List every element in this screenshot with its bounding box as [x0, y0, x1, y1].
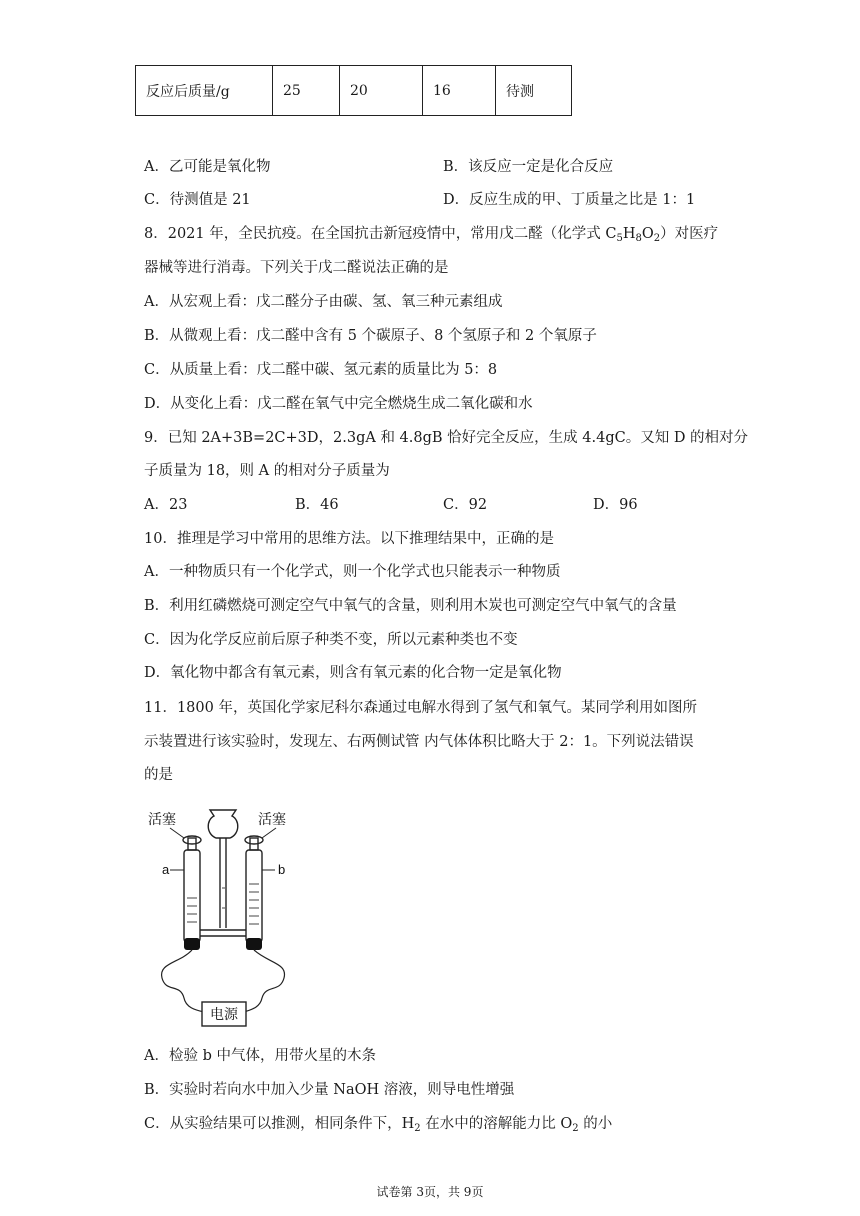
- q10-option-b: B．利用红磷燃烧可测定空气中氧气的含量，则利用木炭也可测定空气中氧气的含量: [144, 598, 677, 614]
- q7-option-a: A．乙可能是氧化物: [144, 159, 271, 175]
- q11-option-a: A．检验 b 中气体，用带火星的木条: [144, 1048, 376, 1064]
- q8-stem-line-2: 器械等进行消毒。下列关于戊二醛说法正确的是: [144, 260, 449, 276]
- q9-option-b: B．46: [295, 497, 339, 513]
- q10-option-c: C．因为化学反应前后原子种类不变，所以元素种类也不变: [144, 632, 518, 648]
- q8-option-c: C．从质量上看：戊二醛中碳、氢元素的质量比为 5：8: [144, 362, 498, 378]
- q8-option-a: A．从宏观上看：戊二醛分子由碳、氢、氧三种元素组成: [144, 294, 503, 310]
- right-valve-label: 活塞: [258, 811, 286, 827]
- q7-option-c: C．待测值是 21: [144, 192, 251, 208]
- q8-option-b: B．从微观上看：戊二醛中含有 5 个碳原子、8 个氢原子和 2 个氧原子: [144, 328, 597, 344]
- electrode-right: [246, 938, 262, 950]
- wire-right: [244, 950, 285, 1012]
- q9-option-a: A．23: [144, 497, 188, 513]
- wire-left: [162, 950, 204, 1012]
- q11-option-b: B．实验时若向水中加入少量 NaOH 溶液，则导电性增强: [144, 1082, 515, 1098]
- valve-right: [245, 836, 263, 844]
- q9-option-c: C．92: [443, 497, 488, 513]
- mass-table: [135, 65, 572, 116]
- tube-a: [184, 850, 200, 942]
- page-footer: 试卷第 3页，共 9页: [376, 1185, 484, 1199]
- power-label: 电源: [210, 1006, 238, 1022]
- table-cell: 16: [423, 66, 496, 116]
- q8-stem-line-1: 8．2021 年，全民抗疫。在全国抗击新冠疫情中，常用戊二醛（化学式 $C_5H_8O_2$）对医疗: [144, 226, 719, 244]
- table-cell: 25: [273, 66, 340, 116]
- electrolysis-apparatus-figure: [140, 798, 310, 1038]
- q8-option-d: D．从变化上看：戊二醛在氧气中完全燃烧生成二氧化碳和水: [144, 396, 533, 412]
- q10-option-a: A．一种物质只有一个化学式，则一个化学式也只能表示一种物质: [144, 564, 561, 580]
- tube-a-label: a: [162, 862, 170, 877]
- electrode-left: [184, 938, 200, 950]
- reservoir-bulb: [208, 810, 238, 838]
- q11-stem-line-3: 的是: [144, 767, 173, 783]
- q7-option-b: B．该反应一定是化合反应: [443, 159, 614, 175]
- q9-option-d: D．96: [593, 497, 638, 513]
- q7-option-d: D．反应生成的甲、丁质量之比是 1：1: [443, 192, 696, 208]
- left-valve-label: 活塞: [148, 811, 176, 827]
- table-cell: 待测: [496, 66, 572, 116]
- tube-b-label: b: [278, 862, 286, 877]
- tube-b: [246, 850, 262, 942]
- table-row: [136, 66, 572, 116]
- q11-option-c: C．从实验结果可以推测，相同条件下，$H_2$ 在水中的溶解能力比 $O_2$ 的小: [144, 1116, 613, 1134]
- q9-stem-line-1: 9．已知 2A+3B=2C+3D，2.3gA 和 4.8gB 恰好完全反应，生成 4.4gC。又知 D 的相对分: [144, 430, 749, 446]
- q11-stem-line-1: 11．1800 年，英国化学家尼科尔森通过电解水得到了氢气和氧气。某同学利用如图所: [144, 700, 697, 716]
- row-label: 反应后质量/g: [136, 66, 273, 116]
- valve-left: [183, 836, 201, 844]
- table-cell: 20: [340, 66, 423, 116]
- q9-stem-line-2: 子质量为 18，则 A 的相对分子质量为: [144, 463, 390, 479]
- q10-stem: 10．推理是学习中常用的思维方法。以下推理结果中，正确的是: [144, 531, 554, 547]
- q11-stem-line-2: 示装置进行该实验时，发现左、右两侧试管 内气体体积比略大于 2：1。下列说法错误: [144, 734, 694, 750]
- q10-option-d: D．氧化物中都含有氧元素，则含有氧元素的化合物一定是氧化物: [144, 665, 562, 681]
